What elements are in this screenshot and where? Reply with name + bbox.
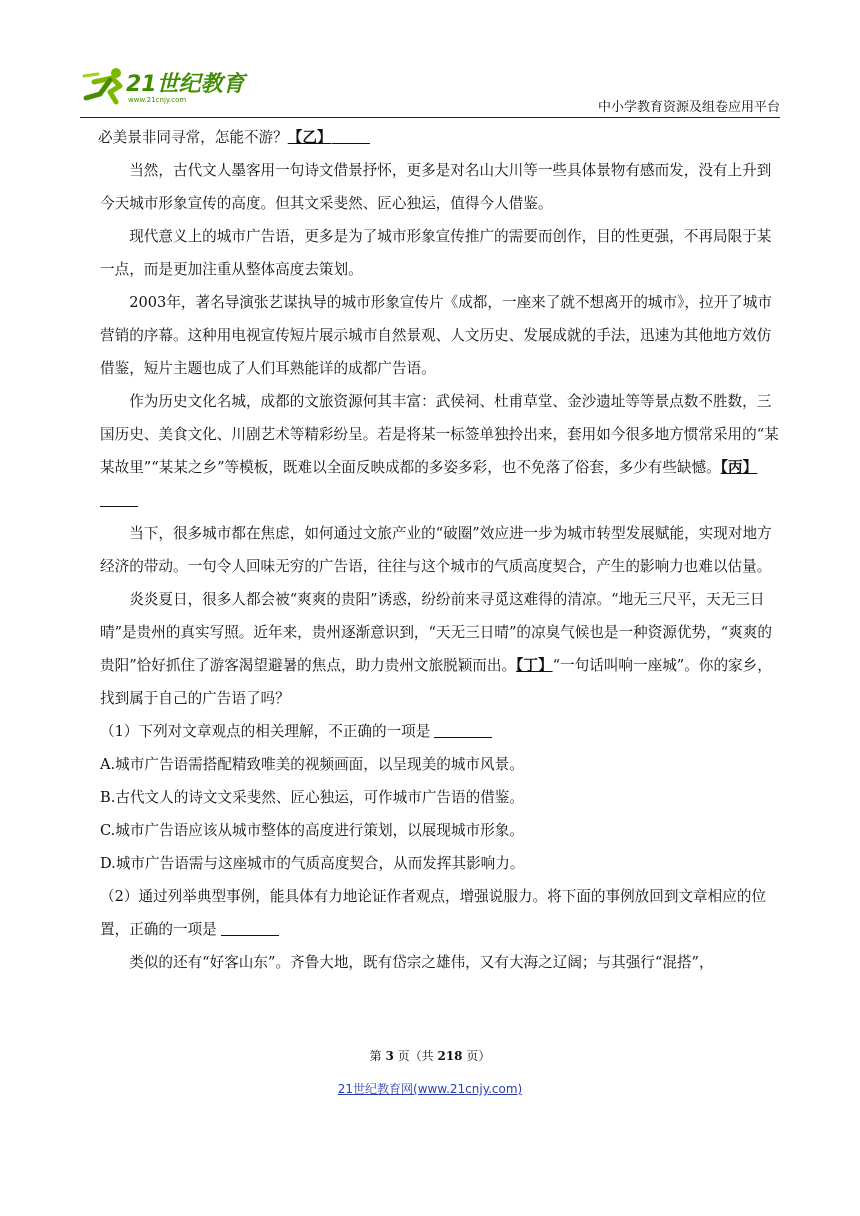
text: 页（共 xyxy=(393,1049,438,1063)
platform-name: 中小学教育资源及组卷应用平台 xyxy=(597,100,780,115)
underline xyxy=(332,128,370,144)
marker-yi: 【乙】 xyxy=(287,129,332,146)
text: “一句话叫响一座城”。你的家乡，找到属于自己的广告语了吗？ xyxy=(100,657,772,707)
option-b: B.古代文人的诗文文采斐然、匠心独运，可作城市广告语的借鉴。 xyxy=(100,789,524,806)
option-c: C.城市广告语应该从城市整体的高度进行策划，以展现城市形象。 xyxy=(100,822,524,839)
question-2 xyxy=(100,880,782,946)
article-body xyxy=(100,121,782,979)
text: 页） xyxy=(462,1049,491,1063)
question-text: （2）通过列举典型事例，能具体有力地论证作者观点，增强说服力。将下面的事例放回到文章相应的位置，正确的一项是 xyxy=(100,888,767,938)
paragraph: 现代意义上的城市广告语，更多是为了城市形象宣传推广的需要而创作，目的性更强，不再局限于某一点，而是更加注重从整体高度去策划。 xyxy=(100,228,772,278)
example-text: 类似的还有“好客山东”。齐鲁大地，既有岱宗之雄伟，又有大海之辽阔；与其强行“混搭”， xyxy=(129,954,714,971)
text: 第 xyxy=(369,1049,386,1063)
paragraph: 2003年，著名导演张艺谋执导的城市形象宣传片《成都，一座来了就不想离开的城市》，拉开了城市营销的序幕。这种用电视宣传短片展示城市自然景观、人文历史、发展成就的手法，迅速为其他地方效仿借鉴，短片主题也成了人们耳熟能详的成都广告语。 xyxy=(100,294,772,377)
question-text: （1）下列对文章观点的相关理解，不正确的一项是 xyxy=(100,723,431,740)
answer-blank[interactable] xyxy=(221,920,279,936)
runner-icon xyxy=(84,68,121,102)
answer-blank[interactable] xyxy=(434,722,492,738)
paragraph: 当然，古代文人墨客用一句诗文借景抒怀，更多是对名山大川等一些具体景物有感而发，没有上升到今天城市形象宣传的高度。但其文采斐然、匠心独运，值得今人借鉴。 xyxy=(100,162,772,212)
footer-link[interactable]: 21世纪教育网(www.21cnjy.com) xyxy=(337,1082,523,1096)
option-a: A.城市广告语需搭配精致唯美的视频画面，以呈现美的城市风景。 xyxy=(100,756,524,773)
paragraph xyxy=(100,385,782,517)
text: 必美景非同寻常，怎能不游？ xyxy=(98,129,288,146)
logo xyxy=(80,66,250,106)
total-pages: 218 xyxy=(437,1049,463,1063)
logo-text: 21世纪教育 xyxy=(126,72,245,97)
text: 炎炎夏日，很多人都会被“爽爽的贵阳”诱惑，纷纷前来寻觅这难得的清凉。“地无三尺平，天无三日晴”是贵州的真实写照。近年来，贵州逐渐意识到，“天无三日晴”的凉臭气候也是一种资源优势，“爽爽的贵阳”恰好抓住了游客渴望避暑的焦点，助力贵州文旅脱颖而出。 xyxy=(100,591,772,674)
current-page: 3 xyxy=(385,1049,394,1063)
marker-bing: 【丙】 xyxy=(720,459,758,476)
underline xyxy=(100,491,138,507)
text: 作为历史文化名城，成都的文旅资源何其丰富：武侯祠、杜甫草堂、金沙遗址等等景点数不胜数，三国历史、美食文化、川剧艺术等精彩纷呈。若是将某一标签单独拎出来，套用如今很多地方惯常采用的“某某故里”“某某之乡”等模板，既难以全面反映成都的多姿多彩，也不免落了俗套，多少有些缺憾。 xyxy=(100,393,779,476)
header-divider xyxy=(80,117,780,118)
paragraph xyxy=(100,583,782,715)
page-number xyxy=(0,1047,860,1064)
option-d: D.城市广告语需与这座城市的气质高度契合，从而发挥其影响力。 xyxy=(100,855,525,872)
marker-ding: 【丁】 xyxy=(516,657,553,674)
question-1 xyxy=(100,715,782,748)
logo-url: www.21cnjy.com xyxy=(128,96,187,104)
paragraph xyxy=(98,121,782,154)
page-header xyxy=(80,66,780,118)
paragraph: 当下，很多城市都在焦虑，如何通过文旅产业的“破圈”效应进一步为城市转型发展赋能，实现对地方经济的带动。一句令人回味无穷的广告语，往往与这个城市的气质高度契合，产生的影响力也难以估量。 xyxy=(100,525,772,575)
